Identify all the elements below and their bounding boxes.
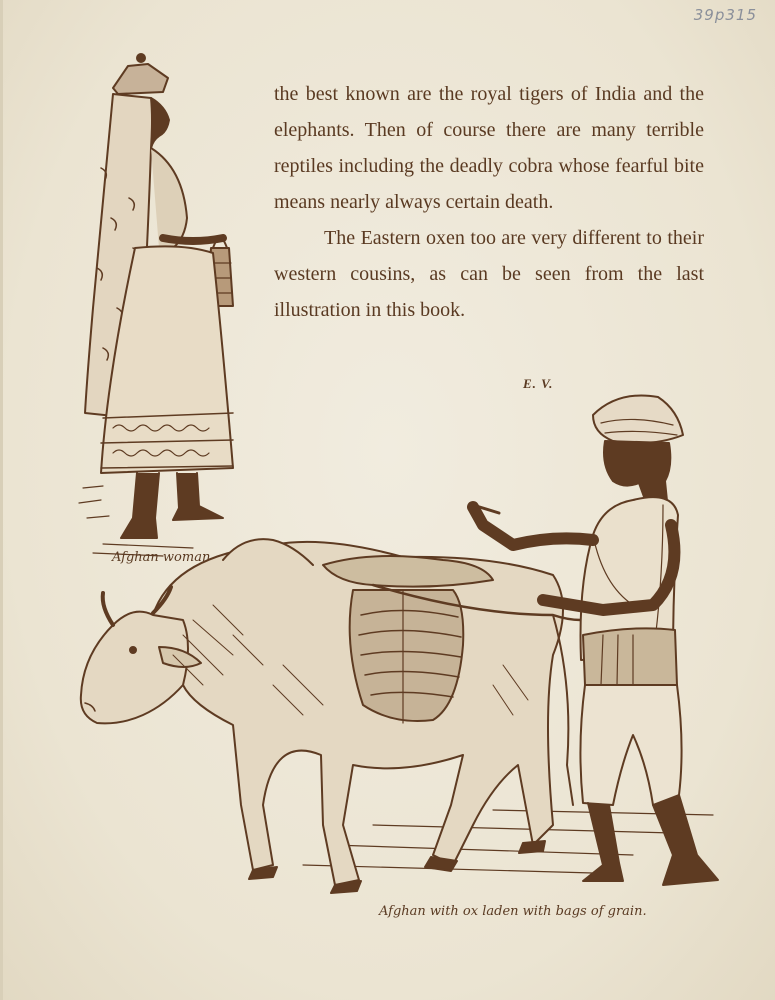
- body-text: [274, 76, 704, 328]
- paragraph-2: The Eastern oxen too are very different to their western cousins, as can be seen from the last illustration in this book.: [274, 227, 704, 321]
- shelfmark: 39p315: [693, 6, 757, 24]
- ox-and-man-illustration: [73, 385, 733, 905]
- paragraph-1: the best known are the royal tigers of India and the elephants. Then of course there are many terrible reptiles including the deadly cobra whose fearful bite means nearly always certain death.: [274, 83, 704, 213]
- author-initials: E. V.: [523, 376, 554, 391]
- woman-caption: Afghan woman: [112, 550, 211, 565]
- ox-caption: Afghan with ox laden with bags of grain.: [379, 904, 647, 919]
